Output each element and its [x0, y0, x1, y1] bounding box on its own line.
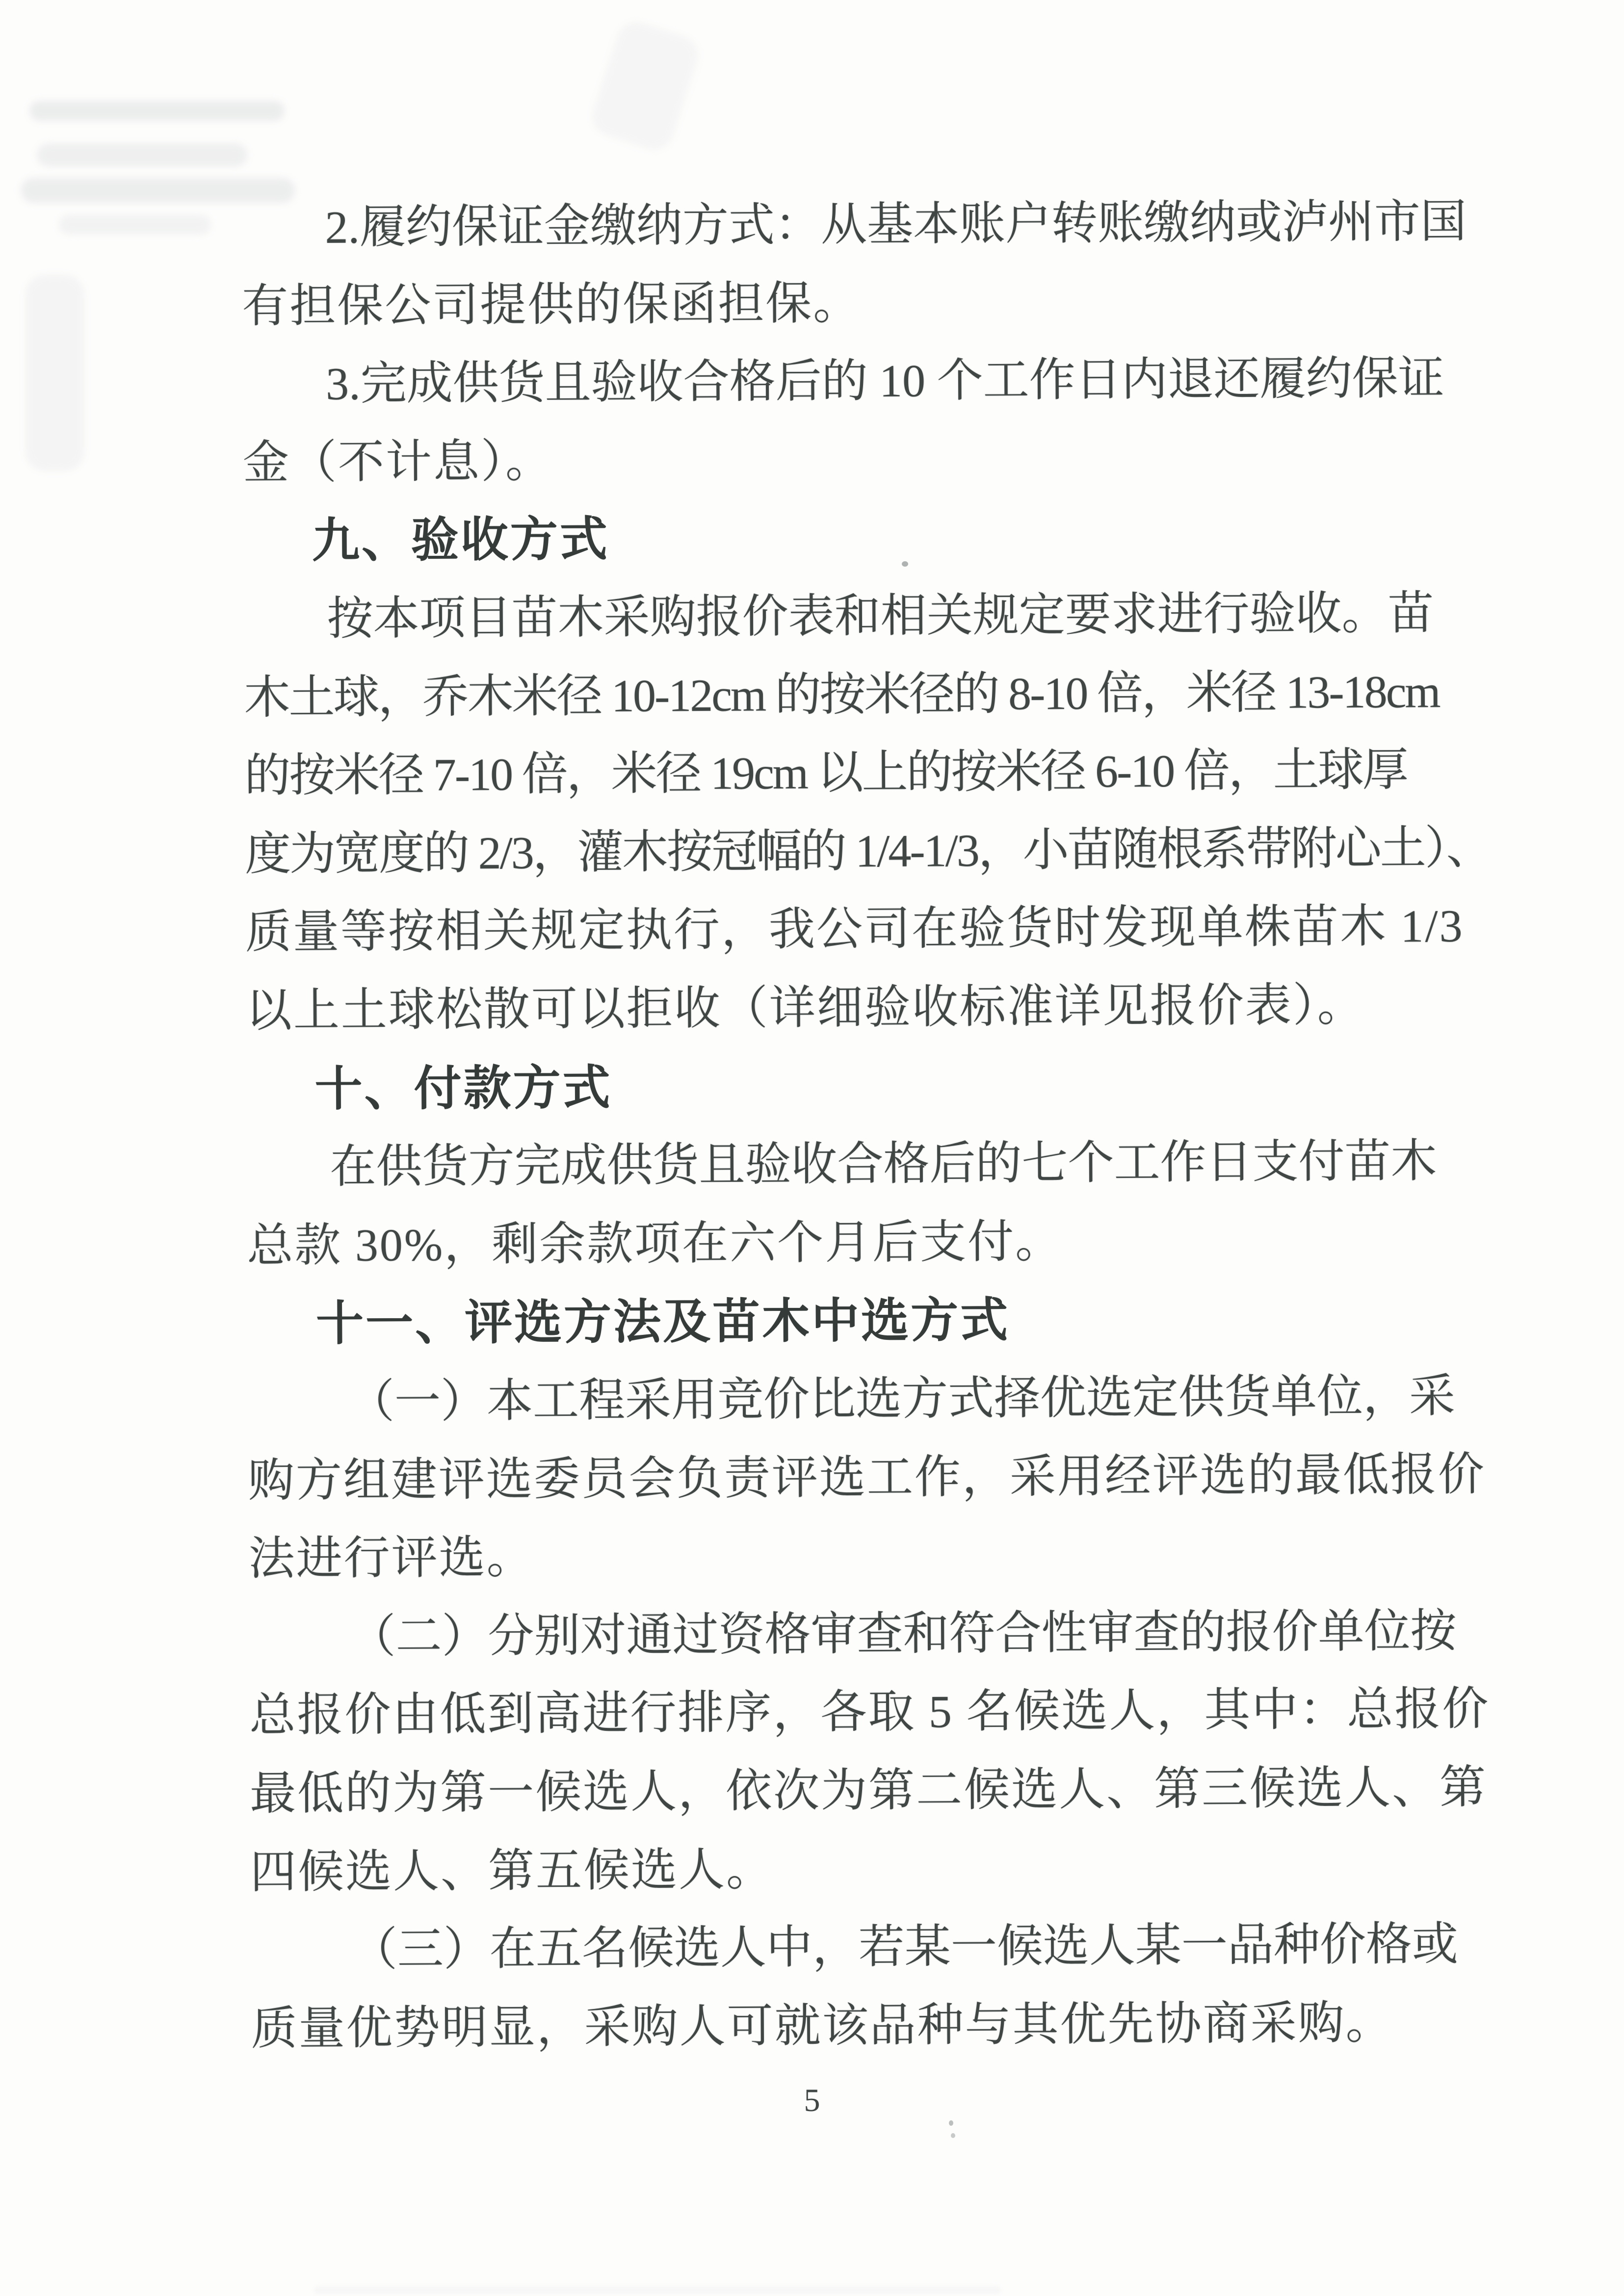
document-line: 有担保公司提供的保函担保。 [242, 278, 861, 332]
scan-speck [949, 2120, 953, 2126]
document-line: 度为宽度的 2/3，灌木按冠幅的 1/4-1/3，小苗随根系带附心土）、 [244, 822, 1492, 880]
document-body [241, 183, 1492, 2102]
document-line: （三）在五名候选人中，若某一候选人某一品种价格或 [351, 1918, 1459, 1976]
scan-speck [951, 2133, 955, 2138]
section-heading: 九、验收方式 [312, 512, 610, 568]
scan-smudge [314, 2286, 1001, 2294]
section-heading: 十、付款方式 [314, 1060, 612, 1116]
document-line: 以上土球松散可以拒收（详细验收标准详见报价表）。 [245, 979, 1365, 1037]
document-line: 总报价由低到高进行排序，各取 5 名候选人，其中：总报价 [249, 1683, 1490, 1741]
document-line: 总款 30%，剩余款项在六个月后支付。 [247, 1216, 1063, 1272]
document-line: 按本项目苗木采购报价表和相关规定要求进行验收。苗 [327, 588, 1434, 645]
document-line: （二）分别对通过资格审查和符合性审查的报价单位按 [349, 1605, 1457, 1663]
scan-smudge [37, 143, 248, 167]
scan-smudge [26, 275, 84, 471]
document-line: 3.完成供货且验收合格后的 10 个工作日内退还履约保证 [325, 353, 1444, 410]
document-line: 最低的为第一候选人，依次为第二候选人、第三候选人、第 [249, 1762, 1488, 1820]
document-line: 在供货方完成供货且验收合格后的七个工作日支付苗木 [330, 1136, 1437, 1193]
section-heading: 十一、评选方法及苗木中选方式 [315, 1293, 1010, 1351]
document-line: 购方组建评选委员会负责评选工作，采用经评选的最低报价 [248, 1449, 1486, 1507]
document-line: 质量等按相关规定执行，我公司在验货时发现单株苗木 1/3 [245, 900, 1464, 958]
document-line: 的按米径 7-10 倍，米径 19cm 以上的按米径 6-10 倍，土球厚 [244, 744, 1407, 802]
document-line: 2.履约保证金缴纳方式：从基本账户转账缴纳或泸州市国 [325, 196, 1467, 254]
scan-smudge [587, 17, 703, 155]
scan-smudge [29, 101, 285, 121]
document-line: 质量优势明显，采购人可就该品种与其优先协商采购。 [251, 1997, 1393, 2055]
document-line: 法进行评选。 [248, 1532, 534, 1585]
document-line: 金（不计息）。 [242, 436, 553, 489]
page-number: 5 [804, 2083, 820, 2118]
document-line: 木土球，乔木米径 10-12cm 的按米径的 8-10 倍，米径 13-18cm [244, 666, 1440, 724]
document-line: （一）本工程采用竞价比选方式择优选定供货单位，采 [348, 1370, 1456, 1428]
document-line: 四候选人、第五候选人。 [250, 1844, 774, 1898]
scan-smudge [59, 215, 211, 235]
